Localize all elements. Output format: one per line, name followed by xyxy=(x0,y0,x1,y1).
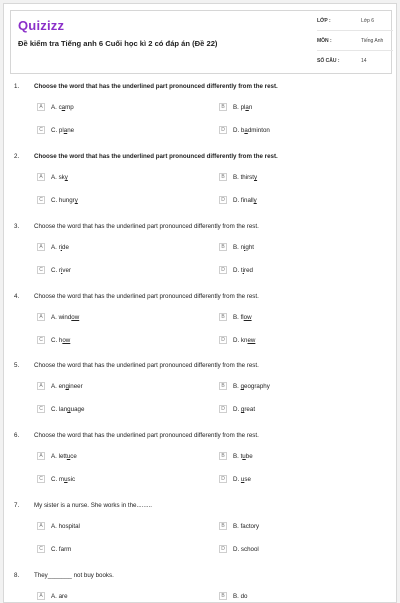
option-letter-box: B xyxy=(219,173,227,181)
option-text: D. great xyxy=(233,406,256,413)
option-text: C. how xyxy=(51,337,71,344)
question-text: Choose the word that has the underlined part pronounced differently from the rest. xyxy=(34,432,259,439)
option-letter-box: A xyxy=(37,313,45,321)
option-letter-box: D xyxy=(219,336,227,344)
option-letter-box: B xyxy=(219,592,227,600)
meta-label: MÔN : xyxy=(317,38,332,44)
option-letter-box: B xyxy=(219,243,227,251)
option-text: D. knew xyxy=(233,337,256,344)
document-title: Đề kiểm tra Tiếng anh 6 Cuối học kì 2 có đáp án (Đề 22) xyxy=(18,39,218,48)
option-text: D. use xyxy=(233,476,251,483)
meta-row-subject xyxy=(317,33,393,51)
question-number: 2. xyxy=(14,153,20,160)
question-text: My sister is a nurse. She works in the......... xyxy=(34,502,152,509)
option-text: B. plan xyxy=(233,104,253,111)
option-text: C. music xyxy=(51,476,76,483)
option-letter-box: B xyxy=(219,522,227,530)
option-letter-box: C xyxy=(37,336,45,344)
option-text: A. are xyxy=(51,593,68,600)
option-text: C. hungry xyxy=(51,197,78,204)
option-letter-box: C xyxy=(37,405,45,413)
option-letter-box: D xyxy=(219,475,227,483)
option-text: A. camp xyxy=(51,104,74,111)
option-text: D. badminton xyxy=(233,127,270,134)
option-text: D. tired xyxy=(233,267,253,274)
option-text: D. school xyxy=(233,546,259,553)
option-letter-box: D xyxy=(219,405,227,413)
option-letter-box: A xyxy=(37,452,45,460)
option-text: A. lettuce xyxy=(51,453,77,460)
option-letter-box: B xyxy=(219,313,227,321)
question-text: Choose the word that has the underlined part pronounced differently from the rest. xyxy=(34,83,278,90)
question-number: 5. xyxy=(14,362,20,369)
option-letter-box: A xyxy=(37,103,45,111)
option-letter-box: C xyxy=(37,545,45,553)
question-number: 6. xyxy=(14,432,20,439)
question-text: Choose the word that has the underlined part pronounced differently from the rest. xyxy=(34,223,259,230)
option-letter-box: D xyxy=(219,126,227,134)
meta-table xyxy=(317,11,393,70)
question-text: Choose the word that has the underlined part pronounced differently from the rest. xyxy=(34,153,278,160)
question-number: 7. xyxy=(14,502,20,509)
meta-row-question-count xyxy=(317,53,393,70)
meta-value: Tiếng Anh xyxy=(361,38,384,44)
meta-row-class xyxy=(317,13,393,31)
meta-label: SỐ CÂU : xyxy=(317,58,340,64)
option-text: D. finally xyxy=(233,197,257,204)
meta-value: 14 xyxy=(361,58,367,64)
option-letter-box: A xyxy=(37,173,45,181)
option-text: B. geography xyxy=(233,383,270,390)
quizizz-logo: Quizizz xyxy=(18,18,65,33)
question-number: 1. xyxy=(14,83,20,90)
option-letter-box: D xyxy=(219,545,227,553)
question-number: 8. xyxy=(14,572,20,579)
question-number: 3. xyxy=(14,223,20,230)
question-number: 4. xyxy=(14,293,20,300)
option-letter-box: C xyxy=(37,126,45,134)
meta-label: LỚP : xyxy=(317,18,331,24)
option-letter-box: D xyxy=(219,266,227,274)
option-text: C. plane xyxy=(51,127,75,134)
option-text: A. window xyxy=(51,314,80,321)
option-letter-box: B xyxy=(219,452,227,460)
option-text: B. flow xyxy=(233,314,252,321)
question-text: Choose the word that has the underlined part pronounced differently from the rest. xyxy=(34,293,259,300)
meta-value: Lớp 6 xyxy=(361,18,375,24)
option-text: A. ride xyxy=(51,244,69,251)
option-letter-box: C xyxy=(37,266,45,274)
option-text: B. do xyxy=(233,593,248,600)
option-letter-box: A xyxy=(37,382,45,390)
option-letter-box: A xyxy=(37,592,45,600)
option-text: B. factory xyxy=(233,523,260,530)
option-letter-box: C xyxy=(37,196,45,204)
option-letter-box: B xyxy=(219,382,227,390)
question-text: Choose the word that has the underlined part pronounced differently from the rest. xyxy=(34,362,259,369)
option-letter-box: A xyxy=(37,243,45,251)
option-text: B. thirsty xyxy=(233,174,258,181)
question-text: They_______ not buy books. xyxy=(34,572,114,579)
option-text: A. hospital xyxy=(51,523,80,530)
option-text: A. sky xyxy=(51,174,68,181)
option-text: B. night xyxy=(233,244,254,251)
option-letter-box: C xyxy=(37,475,45,483)
worksheet-page xyxy=(3,3,397,603)
worksheet-header xyxy=(10,10,392,74)
option-text: B. tube xyxy=(233,453,253,460)
option-letter-box: A xyxy=(37,522,45,530)
option-letter-box: B xyxy=(219,103,227,111)
option-text: C. river xyxy=(51,267,71,274)
option-text: C. farm xyxy=(51,546,72,553)
option-text: C. language xyxy=(51,406,85,413)
option-letter-box: D xyxy=(219,196,227,204)
option-text: A. engineer xyxy=(51,383,83,390)
